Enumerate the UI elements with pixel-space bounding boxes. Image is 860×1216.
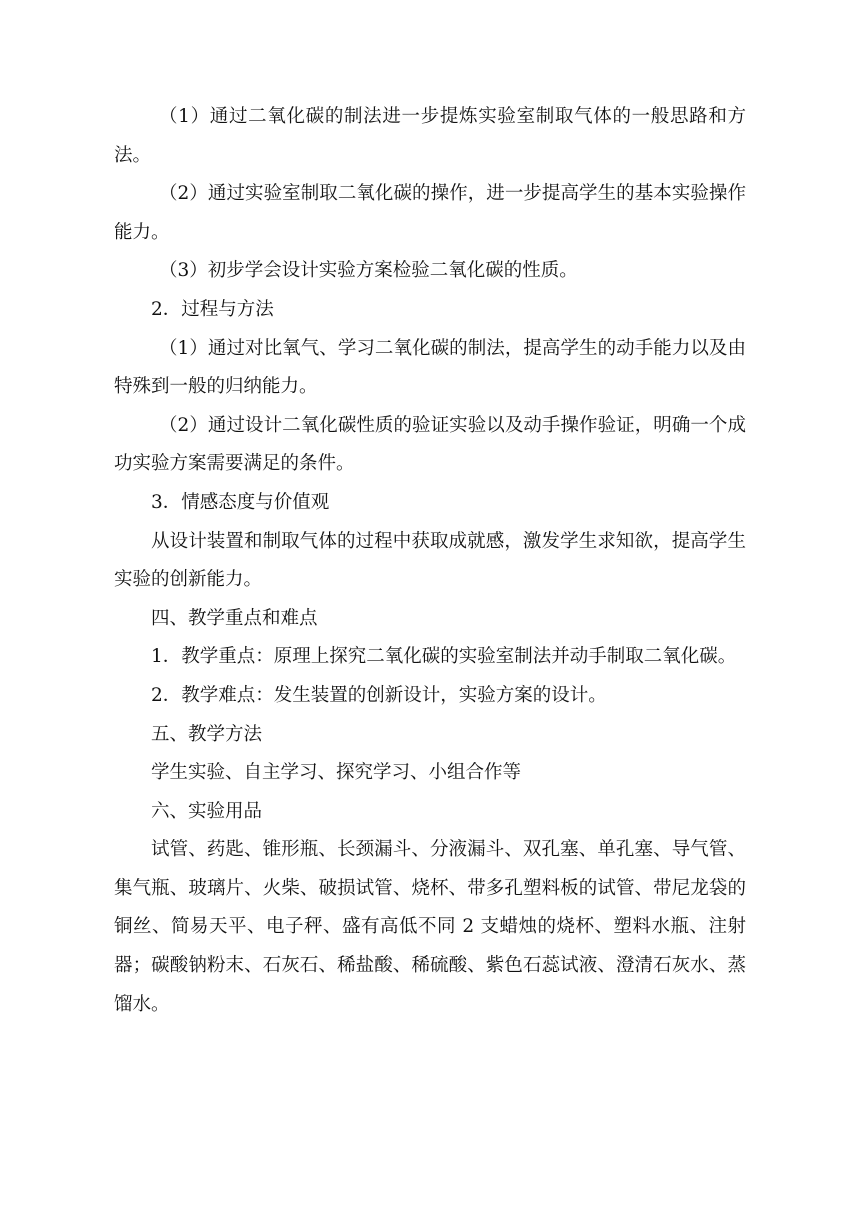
- heading-emotion-values: 3．情感态度与价值观: [151, 491, 330, 513]
- paragraph-emotion: 从设计装置和制取气体的过程中获取成就感，激发学生求知欲，提高学生实验的创新能力。: [114, 530, 746, 591]
- heading-process-method: 2．过程与方法: [151, 298, 274, 320]
- paragraph-knowledge-2: （2）通过实验室制取二氧化碳的操作，进一步提高学生的基本实验操作能力。: [114, 183, 746, 243]
- heading-key-difficult-points: 四、教学重点和难点: [151, 607, 318, 629]
- heading-experiment-supplies: 六、实验用品: [151, 800, 263, 822]
- paragraph-key-point: 1．教学重点：原理上探究二氧化碳的实验室制法并动手制取二氧化碳。: [151, 646, 737, 668]
- heading-teaching-methods: 五、教学方法: [151, 723, 263, 745]
- paragraph-process-1: （1）通过对比氧气、学习二氧化碳的制法，提高学生的动手能力以及由特殊到一般的归纳能力。: [114, 337, 746, 398]
- paragraph-process-2: （2）通过设计二氧化碳性质的验证实验以及动手操作验证，明确一个成功实验方案需要满足的条件。: [114, 414, 746, 475]
- paragraph-experiment-supplies: 试管、药匙、锥形瓶、长颈漏斗、分液漏斗、双孔塞、单孔塞、导气管、集气瓶、玻璃片、火柴、破损试管、烧杯、带多孔塑料板的试管、带尼龙袋的铜丝、简易天平、电子秤、盛有高低不同 2 支蜡烛的烧杯、塑料水瓶、注射器；碳酸钠粉末、石灰石、稀盐酸、稀硫酸、紫色石蕊试液、澄清石灰水、蒸馏水。: [114, 839, 746, 1015]
- paragraph-knowledge-1: （1）通过二氧化碳的制法进一步提炼实验室制取气体的一般思路和方法。: [114, 106, 746, 166]
- document-body: [114, 98, 746, 1024]
- paragraph-knowledge-3: （3）初步学会设计实验方案检验二氧化碳的性质。: [159, 260, 578, 282]
- paragraph-teaching-methods: 学生实验、自主学习、探究学习、小组合作等: [151, 762, 522, 784]
- paragraph-difficult-point: 2．教学难点：发生装置的创新设计，实验方案的设计。: [151, 684, 607, 706]
